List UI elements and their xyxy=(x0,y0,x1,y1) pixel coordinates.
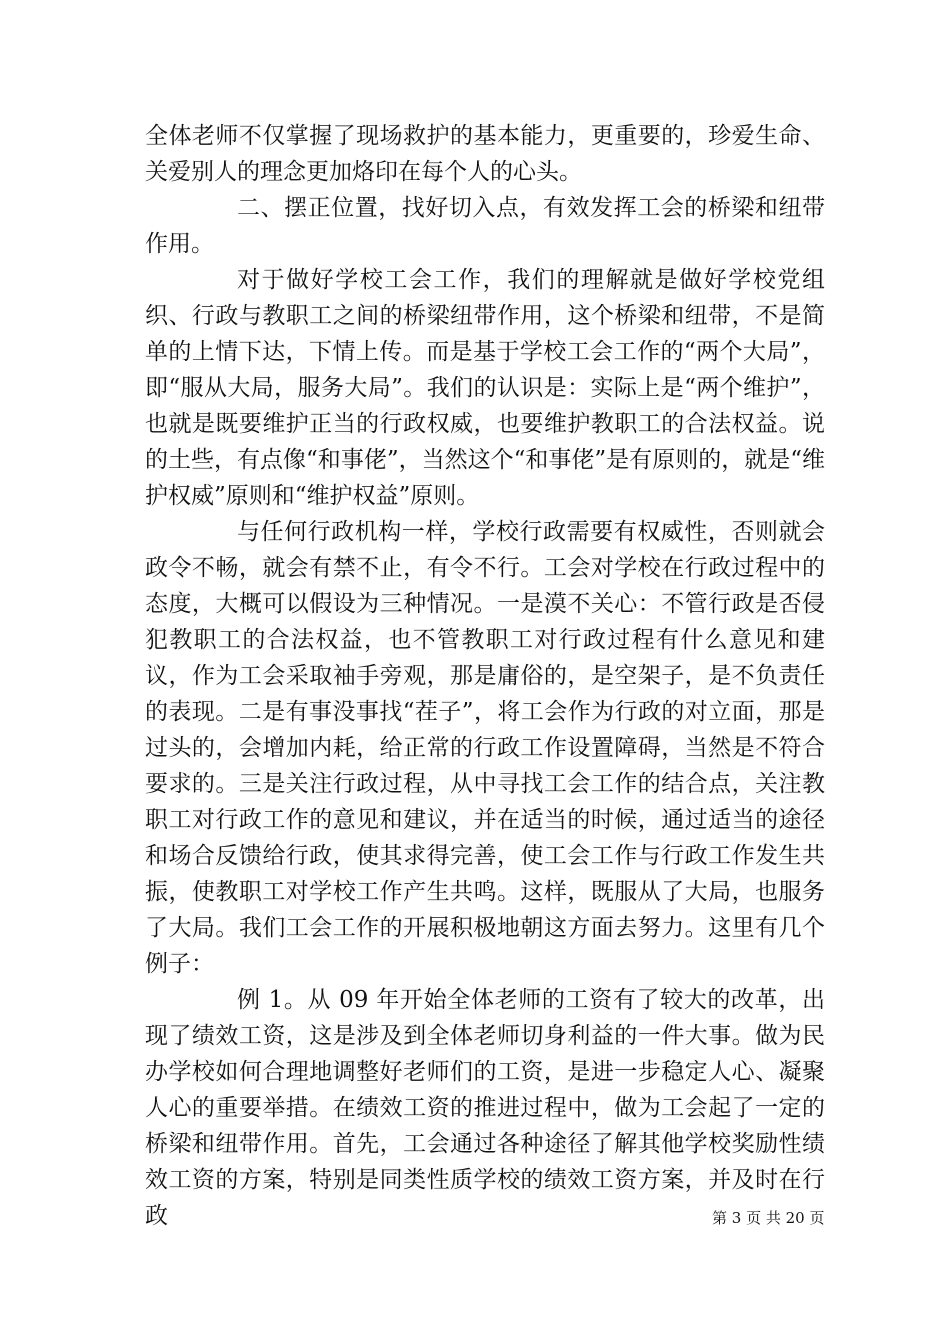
paragraph: 与任何行政机构一样，学校行政需要有权威性，否则就会政令不畅，就会有禁不止，有令不行。工会对学校在行政过程中的态度，大概可以假设为三种情况。一是漠不关心：不管行政是否侵犯教职工的合法权益，也不管教职工对行政过程有什么意见和建议，作为工会采取袖手旁观，那是庸俗的，是空架子，是不负责任的表现。二是有事没事找“茬子”，将工会作为行政的对立面，那是过头的，会增加内耗，给正常的行政工作设置障碍，当然是不符合要求的。三是关注行政过程，从中寻找工会工作的结合点，关注教职工对行政工作的意见和建议，并在适当的时候，通过适当的途径和场合反馈给行政，使其求得完善，使工会工作与行政工作发生共振，使教职工对学校工作产生共鸣。这样，既服从了大局，也服务了大局。我们工会工作的开展积极地朝这方面去努力。这里有几个例子： xyxy=(145,519,825,977)
section-heading: 二、摆正位置，找好切入点，有效发挥工会的桥梁和纽带作用。 xyxy=(145,195,825,257)
paragraph: 对于做好学校工会工作，我们的理解就是做好学校党组织、行政与教职工之间的桥梁纽带作用，这个桥梁和纽带，不是简单的上情下达，下情上传。而是基于学校工会工作的“两个大局”，即“服从大局，服务大局”。我们的认识是：实际上是“两个维护”，也就是既要维护正当的行政权威，也要维护教职工的合法权益。说的土些，有点像“和事佬”，当然这个“和事佬”是有原则的，就是“维护权威”原则和“维护权益”原则。 xyxy=(145,267,825,509)
page-number-footer: 第 3 页 共 20 页 xyxy=(712,1209,825,1227)
paragraph-continuation: 全体老师不仅掌握了现场救护的基本能力，更重要的，珍爱生命、关爱别人的理念更加烙印在每个人的心头。 xyxy=(145,123,825,185)
document-body xyxy=(145,118,825,1234)
paragraph-example-1: 例 1。从 09 年开始全体老师的工资有了较大的改革，出现了绩效工资，这是涉及到全体老师切身利益的一件大事。做为民办学校如何合理地调整好老师们的工资，是进一步稳定人心、凝聚人心的重要举措。在绩效工资的推进过程中，做为工会起了一定的桥梁和纽带作用。首先，工会通过各种途径了解其他学校奖励性绩效工资的方案，特别是同类性质学校的绩效工资方案，并及时在行政 xyxy=(145,987,825,1229)
